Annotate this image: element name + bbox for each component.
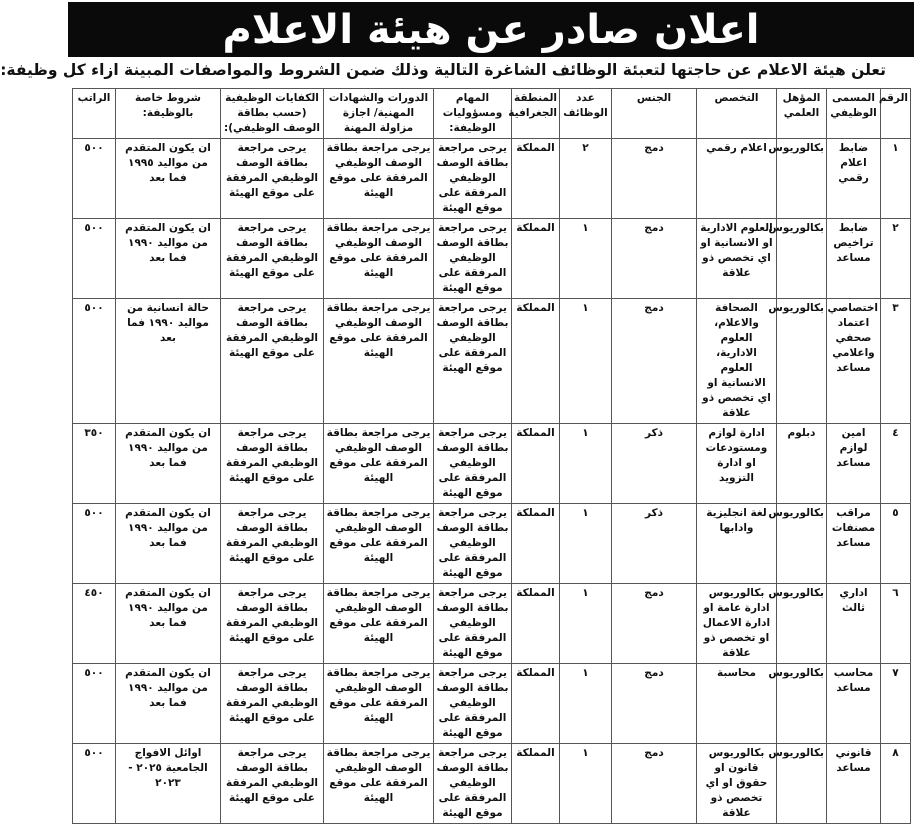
cell-job-title: قانوني مساعد — [827, 744, 881, 824]
cell-courses: يرجى مراجعة بطاقة الوصف الوظيفي المرفقة على موقع الهيئة — [324, 219, 434, 299]
cell-region: المملكة — [512, 584, 560, 664]
cell-duties: يرجى مراجعة بطاقة الوصف الوظيفي المرفقة على موقع الهيئة — [434, 299, 512, 424]
cell-gender: دمج — [612, 584, 697, 664]
cell-special-conditions: ان يكون المتقدم من مواليد ١٩٩٠ فما بعد — [116, 584, 221, 664]
header-gender: الجنس — [612, 89, 697, 139]
jobs-table — [72, 88, 911, 824]
cell-job-title: اختصاصي اعتماد صحفي واعلامي مساعد — [827, 299, 881, 424]
cell-specialization: اعلام رقمي — [697, 139, 777, 219]
table-row — [73, 424, 911, 504]
header-salary: الراتب — [73, 89, 116, 139]
cell-special-conditions: حالة انسانية من مواليد ١٩٩٠ فما بعد — [116, 299, 221, 424]
header-specialization: التخصص — [697, 89, 777, 139]
cell-job-title: مراقب مصنفات مساعد — [827, 504, 881, 584]
header-number: الرقم — [881, 89, 911, 139]
header-duties: المهام ومسؤوليات الوظيفة: — [434, 89, 512, 139]
cell-special-conditions: ان يكون المتقدم من مواليد ١٩٩٠ فما بعد — [116, 424, 221, 504]
cell-duties: يرجى مراجعة بطاقة الوصف الوظيفي المرفقة على موقع الهيئة — [434, 744, 512, 824]
cell-salary: ٥٠٠ — [73, 744, 116, 824]
cell-gender: دمج — [612, 744, 697, 824]
table-header-row — [73, 89, 911, 139]
header-job-title: المسمى الوظيفي — [827, 89, 881, 139]
cell-competencies: يرجى مراجعة بطاقة الوصف الوظيفي المرفقة على موقع الهيئة — [221, 584, 324, 664]
cell-qualification: بكالوريوس — [777, 744, 827, 824]
cell-qualification: بكالوريوس — [777, 504, 827, 584]
table-row — [73, 584, 911, 664]
cell-gender: ذكر — [612, 424, 697, 504]
cell-job-title: ضابط اعلام رقمي — [827, 139, 881, 219]
cell-competencies: يرجى مراجعة بطاقة الوصف الوظيفي المرفقة على موقع الهيئة — [221, 424, 324, 504]
cell-number: ٦ — [881, 584, 911, 664]
cell-gender: ذكر — [612, 504, 697, 584]
cell-region: المملكة — [512, 299, 560, 424]
cell-vacancies: ١ — [560, 219, 612, 299]
cell-competencies: يرجى مراجعة بطاقة الوصف الوظيفي المرفقة على موقع الهيئة — [221, 664, 324, 744]
cell-job-title: محاسب مساعد — [827, 664, 881, 744]
cell-special-conditions: اوائل الافواج الجامعية ٢٠٢٥ - ٢٠٢٣ — [116, 744, 221, 824]
cell-competencies: يرجى مراجعة بطاقة الوصف الوظيفي المرفقة على موقع الهيئة — [221, 139, 324, 219]
cell-duties: يرجى مراجعة بطاقة الوصف الوظيفي المرفقة على موقع الهيئة — [434, 664, 512, 744]
cell-region: المملكة — [512, 664, 560, 744]
cell-region: المملكة — [512, 219, 560, 299]
cell-courses: يرجى مراجعة بطاقة الوصف الوظيفي المرفقة على موقع الهيئة — [324, 504, 434, 584]
table-row — [73, 744, 911, 824]
cell-duties: يرجى مراجعة بطاقة الوصف الوظيفي المرفقة على موقع الهيئة — [434, 139, 512, 219]
cell-vacancies: ١ — [560, 664, 612, 744]
cell-gender: دمج — [612, 219, 697, 299]
cell-specialization: محاسبة — [697, 664, 777, 744]
cell-number: ٣ — [881, 299, 911, 424]
header-region: المنطقة الجغرافية — [512, 89, 560, 139]
cell-salary: ٥٠٠ — [73, 299, 116, 424]
table-row — [73, 139, 911, 219]
cell-salary: ٥٠٠ — [73, 139, 116, 219]
cell-special-conditions: ان يكون المتقدم من مواليد ١٩٩٠ فما بعد — [116, 219, 221, 299]
cell-qualification: بكالوريوس — [777, 664, 827, 744]
cell-vacancies: ٢ — [560, 139, 612, 219]
cell-number: ٧ — [881, 664, 911, 744]
cell-courses: يرجى مراجعة بطاقة الوصف الوظيفي المرفقة على موقع الهيئة — [324, 139, 434, 219]
header-courses: الدورات والشهادات المهنية/ اجازة مزاولة المهنة — [324, 89, 434, 139]
cell-competencies: يرجى مراجعة بطاقة الوصف الوظيفي المرفقة على موقع الهيئة — [221, 504, 324, 584]
cell-job-title: امين لوازم مساعد — [827, 424, 881, 504]
cell-vacancies: ١ — [560, 424, 612, 504]
cell-job-title: ضابط تراخيص مساعد — [827, 219, 881, 299]
cell-salary: ٥٠٠ — [73, 504, 116, 584]
cell-specialization: الصحافة والاعلام، العلوم الادارية، العلوم الانسانية او اي تخصص ذو علاقة — [697, 299, 777, 424]
cell-courses: يرجى مراجعة بطاقة الوصف الوظيفي المرفقة على موقع الهيئة — [324, 744, 434, 824]
cell-special-conditions: ان يكون المتقدم من مواليد ١٩٩٠ فما بعد — [116, 664, 221, 744]
cell-qualification: بكالوريوس — [777, 584, 827, 664]
cell-competencies: يرجى مراجعة بطاقة الوصف الوظيفي المرفقة على موقع الهيئة — [221, 744, 324, 824]
cell-special-conditions: ان يكون المتقدم من مواليد ١٩٩٥ فما بعد — [116, 139, 221, 219]
table-row — [73, 219, 911, 299]
cell-competencies: يرجى مراجعة بطاقة الوصف الوظيفي المرفقة على موقع الهيئة — [221, 299, 324, 424]
cell-duties: يرجى مراجعة بطاقة الوصف الوظيفي المرفقة على موقع الهيئة — [434, 424, 512, 504]
cell-region: المملكة — [512, 504, 560, 584]
cell-specialization: ادارة لوازم ومستودعات او ادارة التزويد — [697, 424, 777, 504]
cell-salary: ٥٠٠ — [73, 664, 116, 744]
table-row — [73, 504, 911, 584]
cell-gender: دمج — [612, 139, 697, 219]
header-special-conditions: شروط خاصة بالوظيفة: — [116, 89, 221, 139]
cell-region: المملكة — [512, 744, 560, 824]
cell-duties: يرجى مراجعة بطاقة الوصف الوظيفي المرفقة على موقع الهيئة — [434, 219, 512, 299]
cell-number: ٤ — [881, 424, 911, 504]
cell-gender: دمج — [612, 299, 697, 424]
cell-vacancies: ١ — [560, 504, 612, 584]
cell-job-title: اداري ثالث — [827, 584, 881, 664]
cell-qualification: بكالوريوس — [777, 299, 827, 424]
announcement-title: اعلان صادر عن هيئة الاعلام — [68, 2, 914, 57]
cell-competencies: يرجى مراجعة بطاقة الوصف الوظيفي المرفقة على موقع الهيئة — [221, 219, 324, 299]
cell-duties: يرجى مراجعة بطاقة الوصف الوظيفي المرفقة على موقع الهيئة — [434, 504, 512, 584]
cell-duties: يرجى مراجعة بطاقة الوصف الوظيفي المرفقة على موقع الهيئة — [434, 584, 512, 664]
cell-vacancies: ١ — [560, 744, 612, 824]
cell-specialization: بكالوريوس قانون او حقوق او اي تخصص ذو علاقة — [697, 744, 777, 824]
cell-gender: دمج — [612, 664, 697, 744]
cell-region: المملكة — [512, 424, 560, 504]
cell-specialization: العلوم الادارية او الانسانية او اي تخصص ذو علاقة — [697, 219, 777, 299]
cell-courses: يرجى مراجعة بطاقة الوصف الوظيفي المرفقة على موقع الهيئة — [324, 299, 434, 424]
header-qualification: المؤهل العلمي — [777, 89, 827, 139]
cell-salary: ٤٥٠ — [73, 584, 116, 664]
cell-number: ٥ — [881, 504, 911, 584]
cell-number: ٢ — [881, 219, 911, 299]
table-row — [73, 664, 911, 744]
cell-courses: يرجى مراجعة بطاقة الوصف الوظيفي المرفقة على موقع الهيئة — [324, 664, 434, 744]
cell-number: ١ — [881, 139, 911, 219]
cell-qualification: دبلوم — [777, 424, 827, 504]
cell-courses: يرجى مراجعة بطاقة الوصف الوظيفي المرفقة على موقع الهيئة — [324, 584, 434, 664]
cell-special-conditions: ان يكون المتقدم من مواليد ١٩٩٠ فما بعد — [116, 504, 221, 584]
cell-salary: ٣٥٠ — [73, 424, 116, 504]
announcement-intro: تعلن هيئة الاعلام عن حاجتها لتعبئة الوظائف الشاغرة التالية وذلك ضمن الشروط والمواصفات المبينة ازاء كل وظيفة: — [0, 61, 886, 79]
cell-region: المملكة — [512, 139, 560, 219]
cell-qualification: بكالوريوس — [777, 139, 827, 219]
header-vacancies: عدد الوظائف — [560, 89, 612, 139]
header-competencies: الكفايات الوظيفية (حسب بطاقة الوصف الوظيفي): — [221, 89, 324, 139]
cell-specialization: بكالوريوس ادارة عامة او ادارة الاعمال او تخصص ذو علاقة — [697, 584, 777, 664]
cell-qualification: بكالوريوس — [777, 219, 827, 299]
cell-courses: يرجى مراجعة بطاقة الوصف الوظيفي المرفقة على موقع الهيئة — [324, 424, 434, 504]
cell-specialization: لغة انجليزية وادابها — [697, 504, 777, 584]
cell-salary: ٥٠٠ — [73, 219, 116, 299]
cell-vacancies: ١ — [560, 299, 612, 424]
cell-vacancies: ١ — [560, 584, 612, 664]
cell-number: ٨ — [881, 744, 911, 824]
table-row — [73, 299, 911, 424]
